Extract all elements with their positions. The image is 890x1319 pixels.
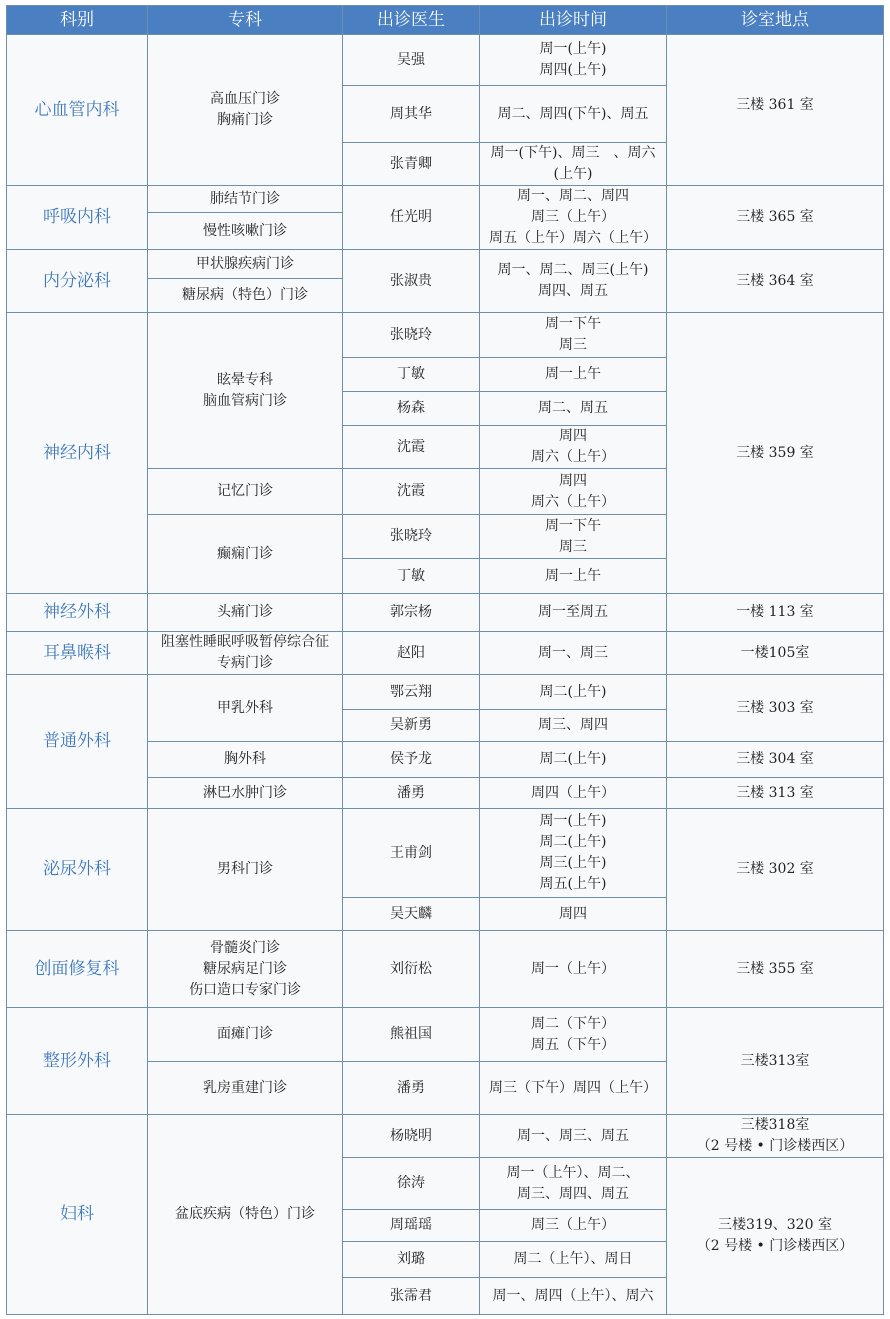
- room-line: 三楼 303 室: [736, 699, 814, 716]
- doctor-cell: 熊祖国: [343, 1008, 480, 1062]
- doctor-cell: 吴强: [343, 35, 480, 86]
- time-line: 周三(上午): [539, 855, 607, 871]
- doctor-cell: 赵阳: [343, 632, 480, 675]
- doctor-cell: 潘勇: [343, 778, 480, 809]
- specialty-line: 面瘫门诊: [217, 1026, 273, 1042]
- time-cell: [480, 1278, 667, 1315]
- room-line: 三楼319、320 室: [718, 1217, 832, 1233]
- doctor-cell: 吴新勇: [343, 710, 480, 742]
- doctor-cell: 周其华: [343, 86, 480, 143]
- time-cell: [480, 559, 667, 594]
- room-line: 三楼313室: [740, 1052, 810, 1069]
- time-line: 周六（上午）: [531, 493, 615, 510]
- department-cell: 创面修复科: [7, 931, 148, 1008]
- department-cell: 耳鼻喉科: [7, 632, 148, 675]
- time-cell: [480, 710, 667, 742]
- room-cell: [667, 35, 884, 186]
- specialty-line: 胸痛门诊: [217, 112, 273, 128]
- specialty-cell: [148, 1115, 343, 1315]
- room-line: 三楼318室: [740, 1117, 810, 1133]
- specialty-cell: [148, 742, 343, 778]
- doctor-cell: 周瑶瑶: [343, 1210, 480, 1242]
- room-cell: [667, 675, 884, 742]
- time-line: 周二、周五: [538, 400, 608, 416]
- time-line: 周一（上午）、周二、: [506, 1164, 640, 1181]
- room-line: 三楼 359 室: [736, 444, 814, 461]
- doctor-cell: 张青卿: [343, 143, 480, 186]
- time-line: 周一上午: [545, 366, 601, 382]
- specialty-line: 糖尿病足门诊: [203, 960, 287, 977]
- header-time: 出诊时间: [480, 6, 667, 35]
- specialty-line: 男科门诊: [217, 861, 273, 877]
- department-cell: 神经外科: [7, 594, 148, 632]
- room-cell: [667, 313, 884, 594]
- specialty-cell: [148, 594, 343, 632]
- specialty-line: 脑血管病门诊: [203, 392, 287, 409]
- room-line: 三楼 304 室: [736, 751, 814, 767]
- specialty-line: 专病门诊: [217, 655, 273, 671]
- specialty-line: 糖尿病（特色）门诊: [182, 287, 308, 303]
- specialty-cell: [148, 213, 343, 250]
- time-line: 周三（上午）: [531, 209, 615, 225]
- time-line: 周五(上午): [539, 876, 607, 892]
- time-line: 周一上午: [545, 567, 601, 584]
- room-cell: [667, 809, 884, 931]
- specialty-cell: [148, 35, 343, 186]
- time-line: 周二(上午): [539, 834, 607, 850]
- doctor-cell: 张晓玲: [343, 515, 480, 559]
- time-line: 周一下午: [545, 517, 601, 534]
- doctor-cell: 丁敏: [343, 358, 480, 392]
- room-cell: [667, 1158, 884, 1315]
- time-line: 周二(上午): [539, 751, 607, 767]
- specialty-line: 乳房重建门诊: [203, 1079, 287, 1096]
- specialty-line: 盆底疾病（特色）门诊: [175, 1206, 315, 1222]
- time-line: 周三、周四: [538, 717, 608, 733]
- doctor-cell: 刘衍松: [343, 931, 480, 1008]
- specialty-line: 记忆门诊: [217, 483, 273, 499]
- time-line: (上午): [553, 166, 593, 182]
- time-line: 周一(上午): [539, 813, 607, 829]
- doctor-cell: 侯予龙: [343, 742, 480, 778]
- time-cell: [480, 1210, 667, 1242]
- doctor-cell: 沈霞: [343, 426, 480, 469]
- time-line: 周一、周四（上午）、周六: [492, 1287, 654, 1304]
- department-cell: 心血管内科: [7, 35, 148, 186]
- specialty-line: 癫痫门诊: [217, 545, 273, 562]
- specialty-cell: [148, 1062, 343, 1115]
- room-line: 三楼 313 室: [736, 784, 814, 801]
- time-line: 周一、周三、周五: [517, 1127, 629, 1144]
- doctor-cell: 张晓玲: [343, 313, 480, 358]
- time-cell: [480, 186, 667, 250]
- specialty-cell: [148, 809, 343, 931]
- time-line: 周五（下午）: [531, 1036, 615, 1053]
- time-cell: [480, 1242, 667, 1278]
- header-specialty: 专科: [148, 6, 343, 35]
- time-line: 周三、周四、周五: [517, 1185, 629, 1202]
- time-cell: [480, 250, 667, 313]
- time-cell: [480, 426, 667, 469]
- time-line: 周二（上午）、周日: [513, 1251, 633, 1267]
- time-line: 周三（下午）周四（上午）: [489, 1079, 657, 1096]
- time-cell: [480, 675, 667, 710]
- doctor-cell: 刘璐: [343, 1242, 480, 1278]
- time-line: 周五（上午）周六（上午）: [489, 230, 657, 246]
- specialty-line: 淋巴水肿门诊: [203, 784, 287, 801]
- specialty-cell: [148, 515, 343, 594]
- specialty-cell: [148, 279, 343, 313]
- specialty-line: 肺结节门诊: [210, 190, 280, 207]
- time-cell: [480, 469, 667, 515]
- room-line: （2 号楼 • 门诊楼西区）: [696, 1238, 854, 1254]
- time-line: 周四: [559, 428, 587, 444]
- specialty-cell: [148, 632, 343, 675]
- time-line: 周二(上午): [539, 683, 607, 700]
- doctor-cell: 吴天麟: [343, 898, 480, 931]
- time-cell: [480, 809, 667, 898]
- room-line: 三楼 355 室: [736, 960, 814, 977]
- time-cell: [480, 1115, 667, 1158]
- time-line: 周一至周五: [538, 604, 608, 620]
- room-cell: [667, 632, 884, 675]
- header-row: [7, 6, 884, 35]
- doctor-cell: 任光明: [343, 186, 480, 250]
- specialty-line: 阻塞性睡眠呼吸暂停综合征: [161, 634, 329, 650]
- room-cell: [667, 250, 884, 313]
- header-room: 诊室地点: [667, 6, 884, 35]
- room-cell: [667, 931, 884, 1008]
- time-line: 周四(上午): [539, 62, 607, 78]
- time-line: 周四: [559, 472, 587, 489]
- doctor-cell: 张淑贵: [343, 250, 480, 313]
- specialty-line: 胸外科: [224, 751, 266, 767]
- specialty-cell: [148, 186, 343, 213]
- room-cell: [667, 1115, 884, 1158]
- time-line: 周一、周二、周四: [517, 188, 629, 204]
- room-cell: [667, 742, 884, 778]
- time-cell: [480, 35, 667, 86]
- room-line: 三楼 364 室: [736, 272, 814, 289]
- time-line: 周三: [559, 337, 587, 353]
- time-line: 周二（下午）: [531, 1015, 615, 1032]
- doctor-cell: 徐涛: [343, 1158, 480, 1210]
- specialty-line: 骨髓炎门诊: [210, 939, 280, 956]
- time-line: 周一下午: [545, 316, 601, 332]
- outpatient-schedule-table: [6, 5, 884, 1315]
- department-cell: 妇科: [7, 1115, 148, 1315]
- time-line: 周四、周五: [538, 283, 608, 299]
- specialty-cell: [148, 313, 343, 469]
- specialty-cell: [148, 1008, 343, 1062]
- department-cell: 泌尿外科: [7, 809, 148, 931]
- room-cell: [667, 778, 884, 809]
- time-line: 周一（上午）: [531, 960, 615, 977]
- specialty-line: 高血压门诊: [210, 91, 280, 107]
- doctor-cell: 潘勇: [343, 1062, 480, 1115]
- time-cell: [480, 931, 667, 1008]
- specialty-line: 甲状腺疾病门诊: [196, 255, 294, 272]
- header-department: 科别: [7, 6, 148, 35]
- time-line: 周一(上午): [539, 41, 607, 57]
- room-cell: [667, 1008, 884, 1115]
- doctor-cell: 杨晓明: [343, 1115, 480, 1158]
- time-cell: [480, 392, 667, 426]
- room-line: （2 号楼 • 门诊楼西区）: [696, 1138, 854, 1154]
- specialty-line: 头痛门诊: [217, 604, 273, 620]
- time-cell: [480, 86, 667, 143]
- doctor-cell: 王甫剑: [343, 809, 480, 898]
- room-line: 一楼105室: [740, 644, 810, 661]
- room-line: 三楼 302 室: [736, 861, 814, 877]
- specialty-line: 眩晕专科: [217, 371, 273, 388]
- department-cell: 呼吸内科: [7, 186, 148, 250]
- room-cell: [667, 186, 884, 250]
- time-cell: [480, 632, 667, 675]
- doctor-cell: 丁敏: [343, 559, 480, 594]
- time-cell: [480, 1062, 667, 1115]
- time-line: 周四（上午）: [531, 784, 615, 801]
- doctor-cell: 张霈君: [343, 1278, 480, 1315]
- time-cell: [480, 1158, 667, 1210]
- room-cell: [667, 594, 884, 632]
- specialty-cell: [148, 675, 343, 742]
- header-doctor: 出诊医生: [343, 6, 480, 35]
- specialty-line: 伤口造口专家门诊: [189, 981, 301, 998]
- time-cell: [480, 898, 667, 931]
- time-cell: [480, 778, 667, 809]
- time-cell: [480, 742, 667, 778]
- time-cell: [480, 313, 667, 358]
- specialty-cell: [148, 931, 343, 1008]
- time-line: 周三（上午）: [531, 1217, 615, 1233]
- specialty-line: 慢性咳嗽门诊: [203, 222, 287, 239]
- time-line: 周二、周四(下午)、周五: [497, 105, 649, 122]
- doctor-cell: 鄂云翔: [343, 675, 480, 710]
- room-line: 三楼 361 室: [736, 97, 814, 113]
- room-line: 三楼 365 室: [736, 209, 814, 225]
- doctor-cell: 沈霞: [343, 469, 480, 515]
- time-cell: [480, 143, 667, 186]
- department-cell: 普通外科: [7, 675, 148, 809]
- time-line: 周一(下午)、周三 、周六: [490, 145, 656, 161]
- time-line: 周四: [559, 905, 587, 922]
- department-cell: 神经内科: [7, 313, 148, 594]
- specialty-cell: [148, 250, 343, 279]
- specialty-cell: [148, 778, 343, 809]
- time-cell: [480, 515, 667, 559]
- time-line: 周六（上午）: [531, 449, 615, 465]
- doctor-cell: 郭宗杨: [343, 594, 480, 632]
- department-cell: 内分泌科: [7, 250, 148, 313]
- doctor-cell: 杨森: [343, 392, 480, 426]
- room-line: 一楼 113 室: [736, 604, 814, 620]
- time-cell: [480, 358, 667, 392]
- specialty-line: 甲乳外科: [217, 699, 273, 716]
- time-cell: [480, 594, 667, 632]
- department-cell: 整形外科: [7, 1008, 148, 1115]
- time-cell: [480, 1008, 667, 1062]
- time-line: 周一、周三: [538, 644, 608, 661]
- specialty-cell: [148, 469, 343, 515]
- time-line: 周三: [559, 538, 587, 555]
- time-line: 周一、周二、周三(上午): [497, 262, 649, 278]
